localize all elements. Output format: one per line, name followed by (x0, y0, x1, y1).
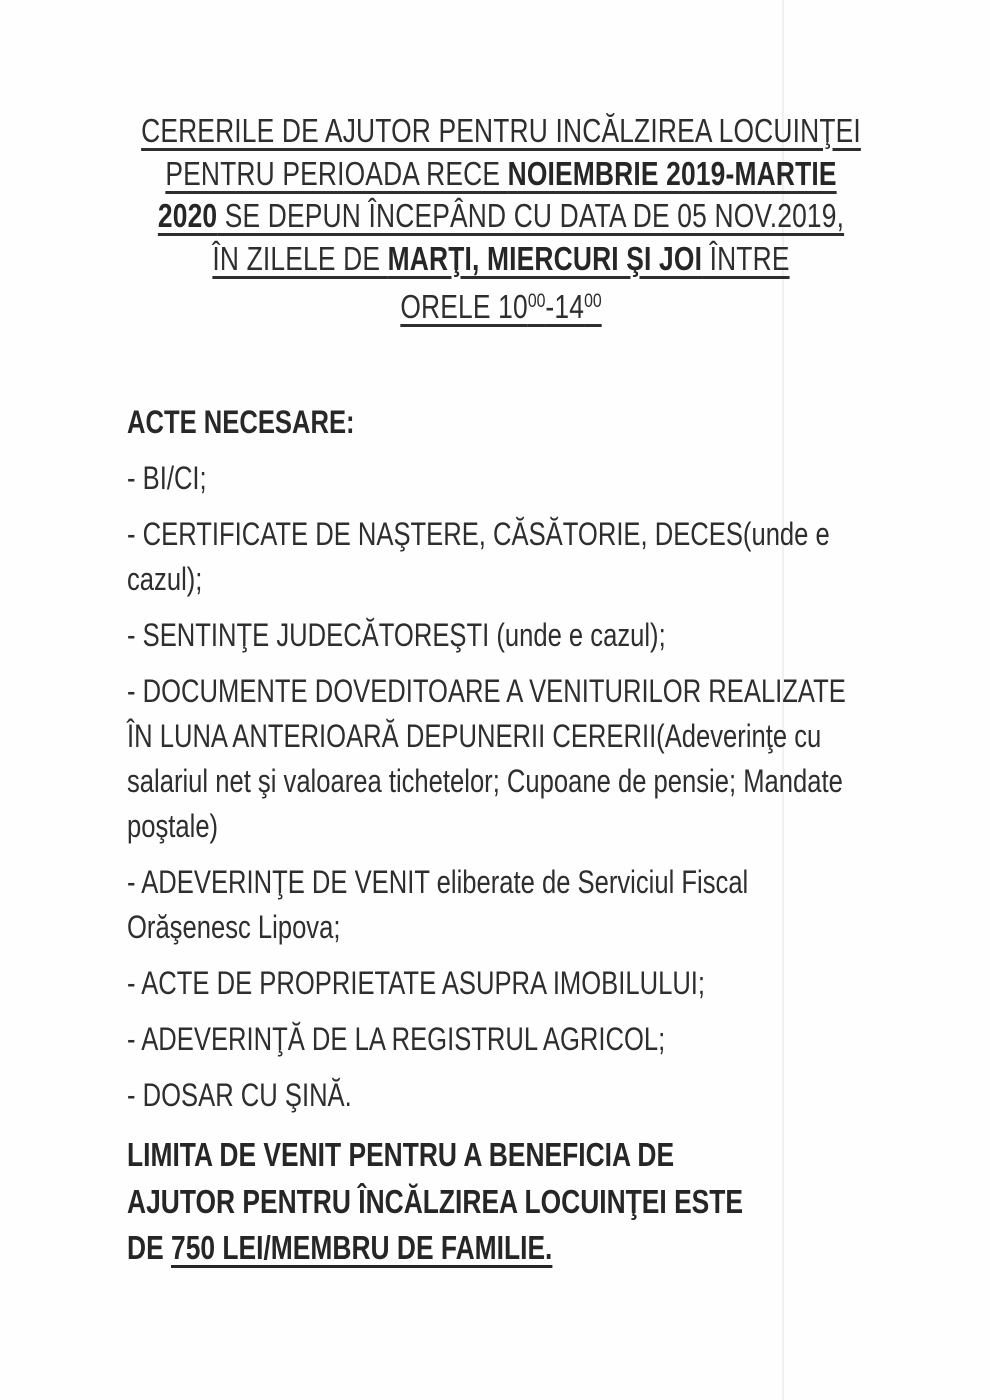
notice-heading (127, 110, 875, 328)
text-segment: ÎNTRE (702, 239, 790, 277)
heading-line-5 (127, 280, 875, 328)
heading-line-1 (127, 110, 875, 153)
income-limit-line-3 (127, 1225, 875, 1272)
requirement-item: - ADEVERINŢE DE VENIT eliberate de Serviciul Fiscal Orăşenesc Lipova; (127, 864, 749, 946)
requirement-item: - CERTIFICATE DE NAŞTERE, CĂSĂTORIE, DECES(unde e cazul); (127, 516, 830, 598)
heading-line-3 (127, 195, 875, 238)
income-limit-line-2 (127, 1179, 875, 1226)
text-segment: -14 (545, 287, 585, 325)
income-limit-statement (127, 1132, 875, 1272)
income-limit-line-1 (127, 1132, 875, 1179)
requirement-item: - DOCUMENTE DOVEDITOARE A VENITURILOR REALIZATE ÎN LUNA ANTERIOARĂ DEPUNERII CERERII(Adeverinţe cu salariul net şi valoarea tichetelor; Cupoane de pensie; Mandate poştale) (127, 673, 846, 845)
required-documents-section (127, 400, 875, 1118)
text-segment: ORELE 10 (400, 287, 528, 325)
text-segment: 00 (584, 290, 602, 312)
text-segment: DE (127, 1229, 172, 1267)
requirement-item: - ADEVERINŢĂ DE LA REGISTRUL AGRICOL; (127, 1021, 666, 1058)
requirement-item: - DOSAR CU ŞINĂ. (127, 1077, 352, 1114)
text-segment: 750 LEI/MEMBRU DE FAMILIE. (171, 1229, 553, 1267)
text-segment: ÎN ZILELE DE (212, 239, 388, 277)
requirement-item: - ACTE DE PROPRIETATE ASUPRA IMOBILULUI; (127, 965, 706, 1002)
text-segment: PENTRU PERIOADA RECE (165, 154, 508, 192)
text-segment: 00 (527, 290, 546, 312)
text-segment: 2020 (157, 197, 218, 234)
heading-line-2 (127, 153, 875, 196)
text-segment: AJUTOR PENTRU ÎNCĂLZIREA LOCUINŢEI ESTE (127, 1182, 744, 1220)
document-content (127, 0, 875, 1272)
text-segment: SE DEPUN ÎNCEPÂND CU DATA DE 05 NOV.2019, (217, 197, 845, 234)
heading-line-4 (127, 238, 875, 281)
text-segment: CERERILE DE AJUTOR PENTRU INCĂLZIREA LOCUINŢEI (141, 112, 861, 149)
requirement-item: - BI/CI; (127, 460, 207, 497)
section-title: ACTE NECESARE: (127, 404, 355, 441)
requirement-item: - SENTINŢE JUDECĂTOREŞTI (unde e cazul); (127, 617, 666, 654)
text-segment: LIMITA DE VENIT PENTRU A BENEFICIA DE (127, 1136, 675, 1174)
text-segment: NOIEMBRIE 2019-MARTIE (507, 154, 837, 192)
text-segment: MARŢI, MIERCURI ŞI JOI (387, 239, 703, 277)
